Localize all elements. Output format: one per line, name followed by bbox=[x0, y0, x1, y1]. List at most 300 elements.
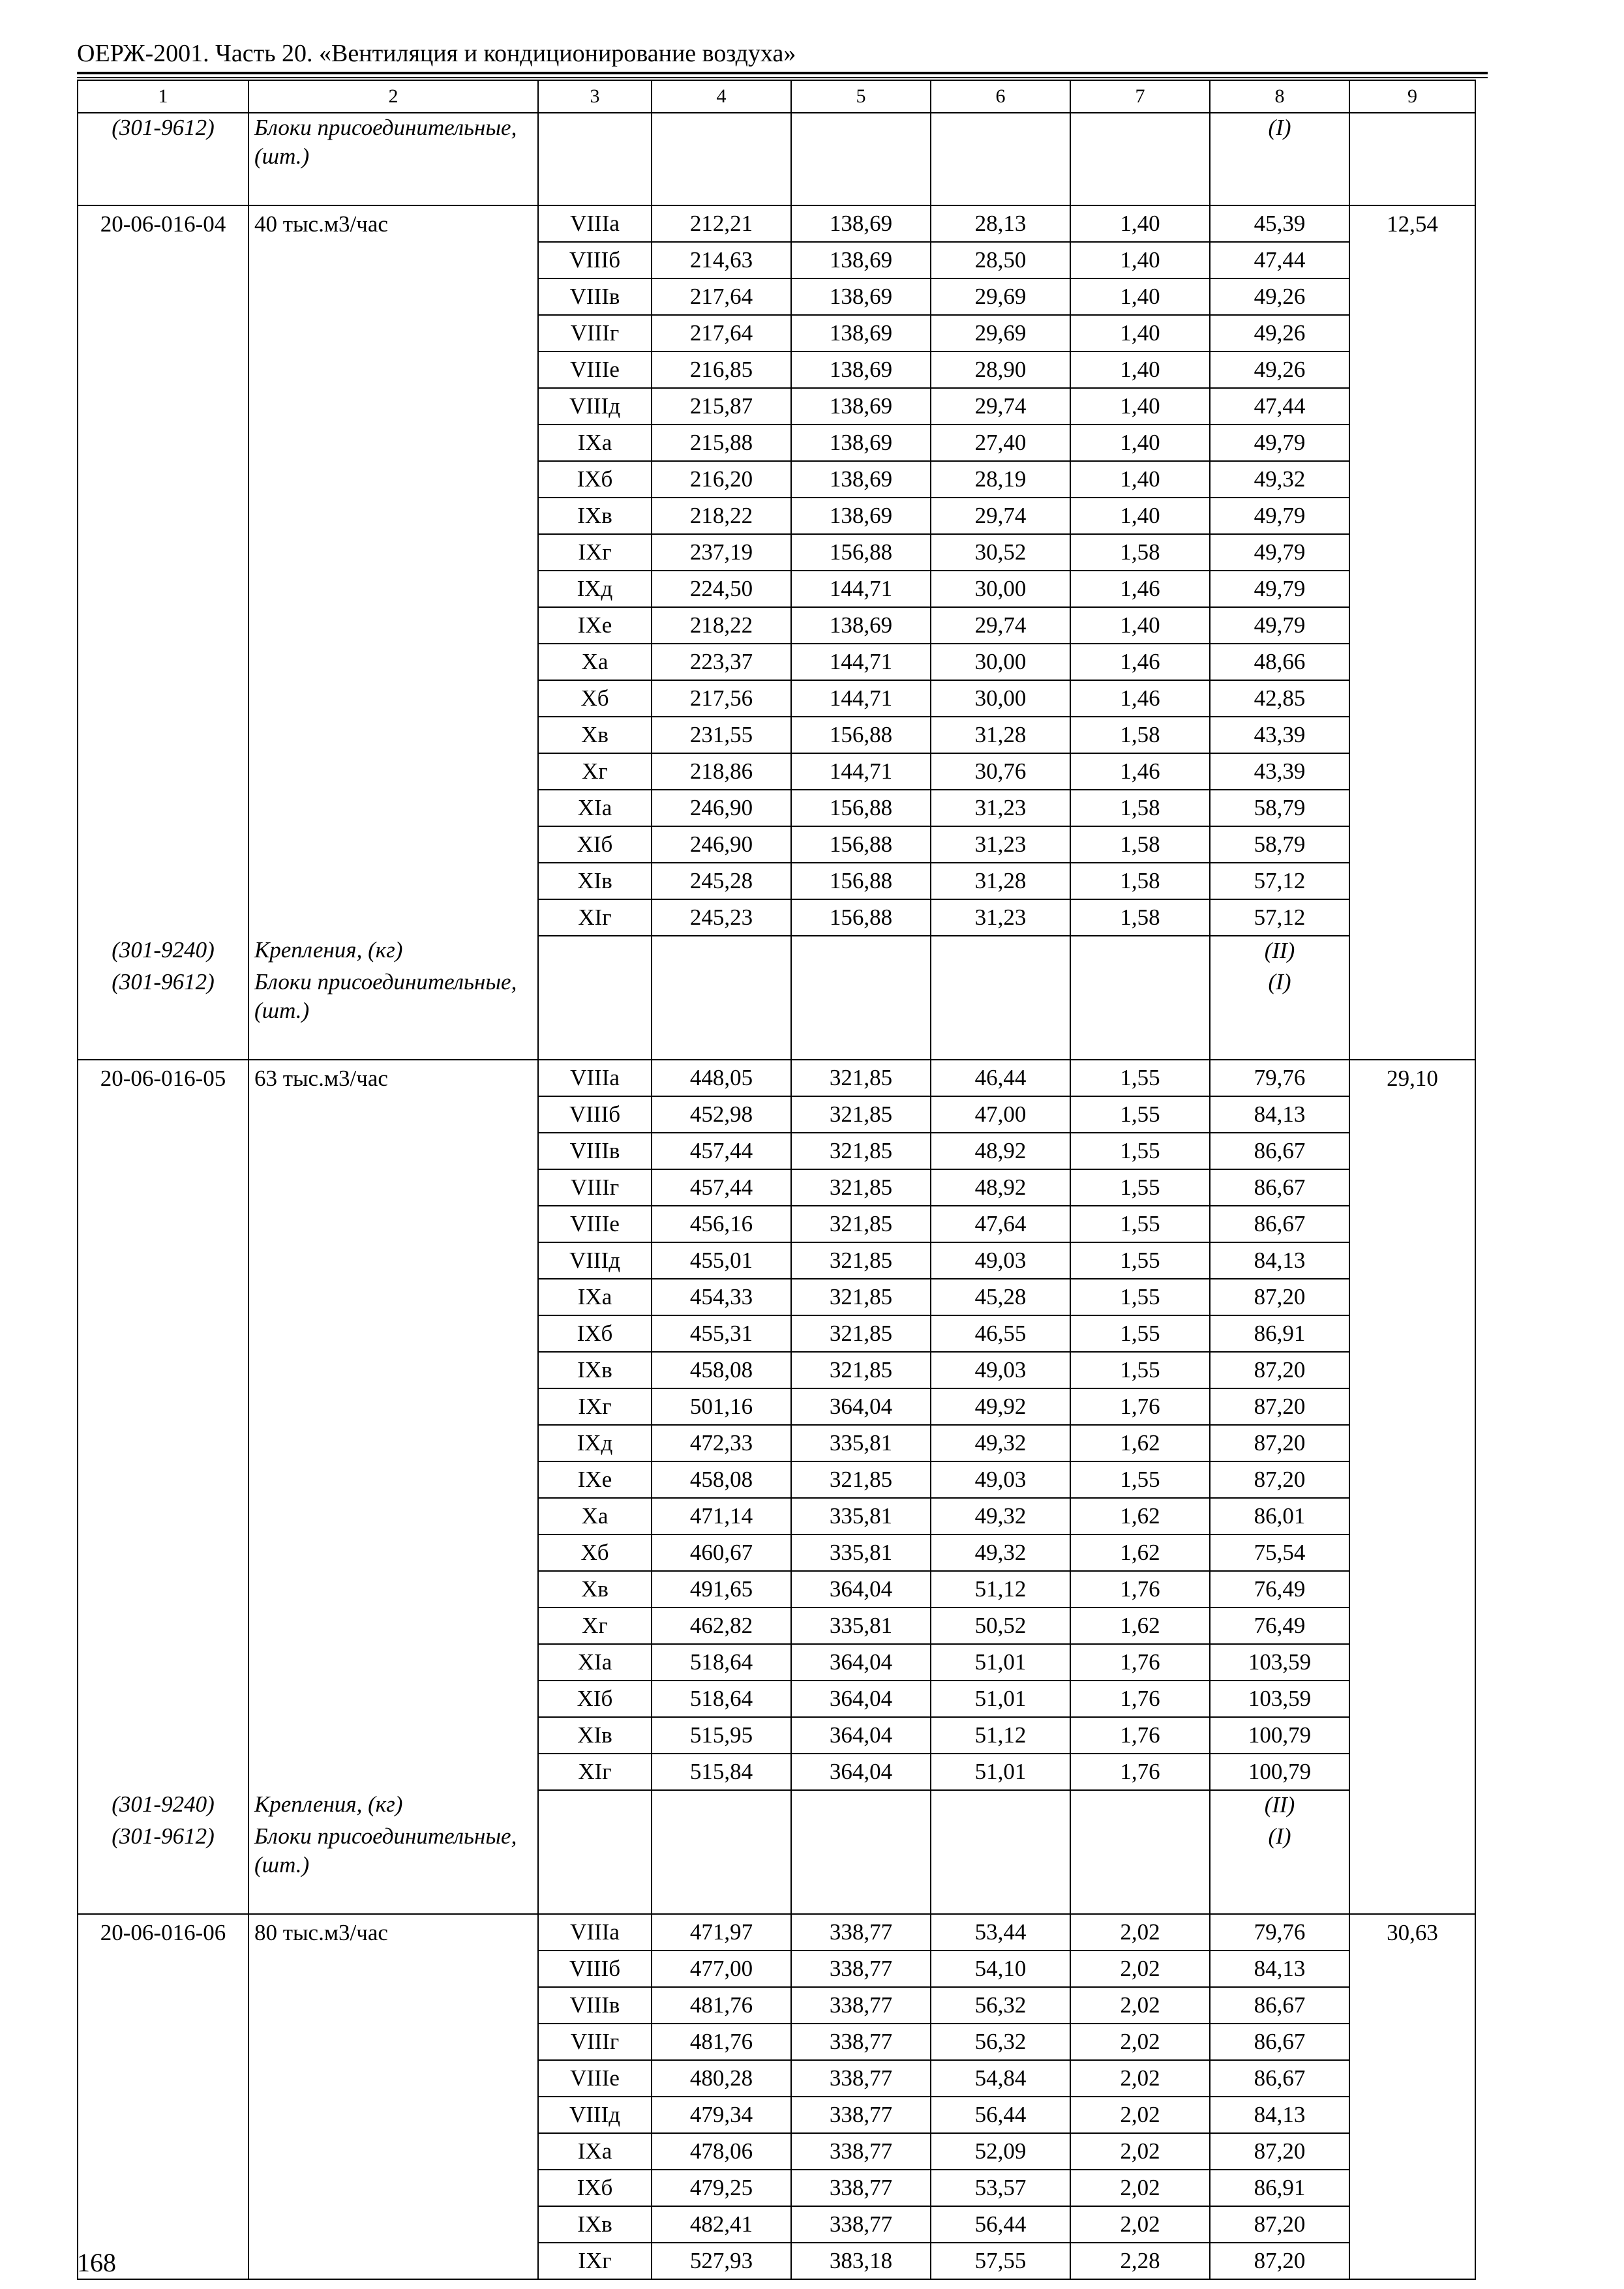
table-cell bbox=[78, 1498, 248, 1534]
table-cell bbox=[248, 607, 538, 644]
table-cell: 1,58 bbox=[1070, 899, 1210, 936]
table-cell: 246,90 bbox=[652, 826, 791, 863]
table-cell bbox=[248, 644, 538, 680]
table-cell: 87,20 bbox=[1210, 2206, 1349, 2243]
table-cell: 86,67 bbox=[1210, 1133, 1349, 1169]
column-header: 2 bbox=[248, 80, 538, 113]
table-row bbox=[78, 753, 1475, 790]
table-cell bbox=[1349, 1461, 1475, 1498]
table-cell: 45,39 bbox=[1210, 205, 1349, 242]
table-cell: 246,90 bbox=[652, 790, 791, 826]
table-cell bbox=[78, 1425, 248, 1461]
table-cell: 49,26 bbox=[1210, 352, 1349, 388]
table-row bbox=[78, 680, 1475, 717]
table-cell: 454,33 bbox=[652, 1279, 791, 1315]
table-cell bbox=[78, 278, 248, 315]
table-cell: 460,67 bbox=[652, 1534, 791, 1571]
table-cell: 218,22 bbox=[652, 498, 791, 534]
table-cell: 515,84 bbox=[652, 1754, 791, 1790]
table-cell: 338,77 bbox=[791, 2060, 931, 2097]
table-cell: 75,54 bbox=[1210, 1534, 1349, 1571]
table-cell: VIIIе bbox=[538, 1206, 652, 1242]
table-cell: 321,85 bbox=[791, 1461, 931, 1498]
table-cell: XIб bbox=[538, 1681, 652, 1717]
table-cell: 1,40 bbox=[1070, 498, 1210, 534]
table-cell: 321,85 bbox=[791, 1169, 931, 1206]
table-cell: 48,66 bbox=[1210, 644, 1349, 680]
table-cell: 1,58 bbox=[1070, 863, 1210, 899]
table-cell: 156,88 bbox=[791, 717, 931, 753]
table-cell: VIIIв bbox=[538, 1133, 652, 1169]
table-cell: 338,77 bbox=[791, 2024, 931, 2060]
table-cell: 86,91 bbox=[1210, 2170, 1349, 2206]
table-cell: 53,57 bbox=[931, 2170, 1070, 2206]
table-cell bbox=[931, 113, 1070, 205]
table-cell: 138,69 bbox=[791, 315, 931, 352]
table-cell: VIIIб bbox=[538, 242, 652, 278]
table-cell: 49,26 bbox=[1210, 315, 1349, 352]
table-cell: 1,76 bbox=[1070, 1644, 1210, 1681]
table-cell bbox=[1349, 680, 1475, 717]
table-cell bbox=[78, 1951, 248, 1987]
table-cell: XIг bbox=[538, 899, 652, 936]
column-header: 8 bbox=[1210, 80, 1349, 113]
table-cell: 448,05 bbox=[652, 1060, 791, 1096]
page-header: ОЕРЖ-2001. Часть 20. «Вентиляция и кондиционирование воздуха» bbox=[77, 40, 796, 67]
material-row bbox=[78, 113, 1475, 205]
table-cell bbox=[248, 352, 538, 388]
table-cell: 51,01 bbox=[931, 1681, 1070, 1717]
table-cell bbox=[78, 826, 248, 863]
table-cell: IXд bbox=[538, 1425, 652, 1461]
table-cell: 87,20 bbox=[1210, 1388, 1349, 1425]
table-cell: 87,20 bbox=[1210, 1352, 1349, 1388]
table-cell: 51,01 bbox=[931, 1754, 1070, 1790]
table-cell: 479,25 bbox=[652, 2170, 791, 2206]
table-cell bbox=[1349, 1315, 1475, 1352]
table-cell bbox=[791, 1790, 931, 1822]
table-row bbox=[78, 1352, 1475, 1388]
table-cell: 29,74 bbox=[931, 388, 1070, 425]
table-row bbox=[78, 1987, 1475, 2024]
table-cell bbox=[1349, 2097, 1475, 2133]
table-cell: 1,76 bbox=[1070, 1571, 1210, 1608]
table-cell: Блоки присоединительные, (шт.) bbox=[248, 113, 538, 205]
table-cell bbox=[1349, 1644, 1475, 1681]
column-header: 5 bbox=[791, 80, 931, 113]
table-cell bbox=[1070, 113, 1210, 205]
table-cell bbox=[78, 1279, 248, 1315]
table-cell bbox=[248, 2170, 538, 2206]
table-cell bbox=[1349, 753, 1475, 790]
table-cell: 156,88 bbox=[791, 534, 931, 571]
table-cell bbox=[78, 753, 248, 790]
table-cell bbox=[1349, 571, 1475, 607]
table-row bbox=[78, 461, 1475, 498]
table-cell: 364,04 bbox=[791, 1681, 931, 1717]
table-cell: 321,85 bbox=[791, 1352, 931, 1388]
table-cell: VIIIе bbox=[538, 352, 652, 388]
table-cell: 144,71 bbox=[791, 753, 931, 790]
table-row bbox=[78, 607, 1475, 644]
table-cell: Крепления, (кг) bbox=[248, 936, 538, 968]
column-number-row bbox=[78, 80, 1475, 113]
table-cell: 1,55 bbox=[1070, 1060, 1210, 1096]
table-cell: IXе bbox=[538, 607, 652, 644]
table-cell: IXв bbox=[538, 498, 652, 534]
table-cell: XIв bbox=[538, 863, 652, 899]
table-row bbox=[78, 1951, 1475, 1987]
table-cell: 458,08 bbox=[652, 1352, 791, 1388]
table-cell bbox=[1349, 352, 1475, 388]
table-cell: 84,13 bbox=[1210, 1951, 1349, 1987]
table-cell: 20-06-016-06 bbox=[78, 1914, 248, 1951]
table-cell: 383,18 bbox=[791, 2243, 931, 2279]
table-cell bbox=[1070, 1790, 1210, 1822]
table-cell: 518,64 bbox=[652, 1681, 791, 1717]
table-cell: 29,74 bbox=[931, 498, 1070, 534]
table-cell: 214,63 bbox=[652, 242, 791, 278]
table-cell bbox=[1349, 826, 1475, 863]
table-cell: 452,98 bbox=[652, 1096, 791, 1133]
table-cell: 216,20 bbox=[652, 461, 791, 498]
table-cell: 1,58 bbox=[1070, 826, 1210, 863]
table-cell: (301-9612) bbox=[78, 1822, 248, 1914]
table-cell bbox=[791, 936, 931, 968]
table-cell bbox=[248, 1352, 538, 1388]
table-cell bbox=[248, 790, 538, 826]
table-cell: 1,55 bbox=[1070, 1133, 1210, 1169]
table-cell bbox=[78, 790, 248, 826]
table-cell bbox=[78, 1571, 248, 1608]
table-cell bbox=[248, 1681, 538, 1717]
table-row bbox=[78, 1242, 1475, 1279]
table-cell: 156,88 bbox=[791, 863, 931, 899]
table-cell: 100,79 bbox=[1210, 1754, 1349, 1790]
table-cell: 40 тыс.м3/час bbox=[248, 205, 538, 242]
table-row bbox=[78, 644, 1475, 680]
table-cell: 30,00 bbox=[931, 571, 1070, 607]
table-cell bbox=[652, 113, 791, 205]
table-cell: 491,65 bbox=[652, 1571, 791, 1608]
table-row bbox=[78, 534, 1475, 571]
table-cell: XIб bbox=[538, 826, 652, 863]
table-cell bbox=[248, 1951, 538, 1987]
table-cell bbox=[248, 315, 538, 352]
table-cell bbox=[1349, 2024, 1475, 2060]
table-cell bbox=[1349, 863, 1475, 899]
table-cell: 49,79 bbox=[1210, 534, 1349, 571]
table-cell bbox=[1349, 498, 1475, 534]
table-cell bbox=[248, 1279, 538, 1315]
table-cell bbox=[248, 1315, 538, 1352]
table-cell: 49,03 bbox=[931, 1242, 1070, 1279]
table-cell: 84,13 bbox=[1210, 1242, 1349, 1279]
table-cell: VIIIб bbox=[538, 1096, 652, 1133]
table-cell bbox=[78, 1388, 248, 1425]
table-cell bbox=[78, 1352, 248, 1388]
table-cell: Xа bbox=[538, 1498, 652, 1534]
table-cell: 42,85 bbox=[1210, 680, 1349, 717]
table-cell: 477,00 bbox=[652, 1951, 791, 1987]
table-cell: 30,63 bbox=[1349, 1914, 1475, 1951]
table-cell bbox=[1349, 1534, 1475, 1571]
table-row bbox=[78, 2170, 1475, 2206]
column-header: 6 bbox=[931, 80, 1070, 113]
table-row bbox=[78, 790, 1475, 826]
table-cell bbox=[78, 2206, 248, 2243]
table-cell: 48,92 bbox=[931, 1169, 1070, 1206]
table-cell bbox=[78, 315, 248, 352]
table-cell: 46,44 bbox=[931, 1060, 1070, 1096]
table-cell bbox=[248, 1096, 538, 1133]
table-cell: VIIIд bbox=[538, 388, 652, 425]
table-cell: 1,55 bbox=[1070, 1315, 1210, 1352]
table-cell bbox=[78, 607, 248, 644]
table-cell bbox=[248, 1242, 538, 1279]
table-cell: 46,55 bbox=[931, 1315, 1070, 1352]
table-cell bbox=[931, 1822, 1070, 1914]
table-cell: VIIIа bbox=[538, 205, 652, 242]
table-cell: 144,71 bbox=[791, 571, 931, 607]
table-cell bbox=[538, 1822, 652, 1914]
table-cell: 335,81 bbox=[791, 1498, 931, 1534]
table-row bbox=[78, 2060, 1475, 2097]
table-cell bbox=[78, 1461, 248, 1498]
table-cell: VIIIг bbox=[538, 1169, 652, 1206]
table-cell bbox=[1349, 1987, 1475, 2024]
table-cell: 1,40 bbox=[1070, 388, 1210, 425]
table-row bbox=[78, 1644, 1475, 1681]
table-cell: 87,20 bbox=[1210, 1461, 1349, 1498]
table-cell: (301-9612) bbox=[78, 113, 248, 205]
table-cell bbox=[1349, 1717, 1475, 1754]
table-cell: 1,55 bbox=[1070, 1461, 1210, 1498]
table-row bbox=[78, 1279, 1475, 1315]
table-cell: 2,28 bbox=[1070, 2243, 1210, 2279]
table-row bbox=[78, 1754, 1475, 1790]
table-cell bbox=[78, 2024, 248, 2060]
table-cell bbox=[1349, 315, 1475, 352]
table-cell: 1,40 bbox=[1070, 278, 1210, 315]
table-cell bbox=[1349, 968, 1475, 1060]
table-cell: Крепления, (кг) bbox=[248, 1790, 538, 1822]
table-row bbox=[78, 315, 1475, 352]
table-row bbox=[78, 498, 1475, 534]
table-cell: 138,69 bbox=[791, 278, 931, 315]
table-cell: VIIIг bbox=[538, 315, 652, 352]
table-cell: XIа bbox=[538, 790, 652, 826]
table-cell: 1,40 bbox=[1070, 205, 1210, 242]
table-cell bbox=[538, 936, 652, 968]
table-cell bbox=[652, 936, 791, 968]
table-cell bbox=[78, 425, 248, 461]
table-cell: 458,08 bbox=[652, 1461, 791, 1498]
table-cell bbox=[248, 534, 538, 571]
table-cell: VIIIв bbox=[538, 278, 652, 315]
table-cell: 338,77 bbox=[791, 2133, 931, 2170]
table-cell bbox=[1349, 242, 1475, 278]
table-cell: 2,02 bbox=[1070, 2133, 1210, 2170]
table-cell bbox=[1349, 461, 1475, 498]
table-cell: 49,32 bbox=[1210, 461, 1349, 498]
table-row bbox=[78, 1169, 1475, 1206]
table-cell bbox=[1349, 1425, 1475, 1461]
table-cell: 156,88 bbox=[791, 899, 931, 936]
table-cell: 43,39 bbox=[1210, 753, 1349, 790]
table-cell bbox=[78, 1133, 248, 1169]
table-cell: 49,79 bbox=[1210, 571, 1349, 607]
table-cell: 58,79 bbox=[1210, 790, 1349, 826]
table-cell bbox=[931, 936, 1070, 968]
table-cell: 457,44 bbox=[652, 1133, 791, 1169]
table-cell: 1,58 bbox=[1070, 534, 1210, 571]
table-cell: 364,04 bbox=[791, 1754, 931, 1790]
table-cell: IXг bbox=[538, 1388, 652, 1425]
table-cell: 27,40 bbox=[931, 425, 1070, 461]
table-cell: 54,84 bbox=[931, 2060, 1070, 2097]
table-cell bbox=[248, 2024, 538, 2060]
table-cell: 87,20 bbox=[1210, 2243, 1349, 2279]
table-cell: 1,40 bbox=[1070, 425, 1210, 461]
table-cell: 43,39 bbox=[1210, 717, 1349, 753]
table-cell: Xб bbox=[538, 680, 652, 717]
table-cell: 28,19 bbox=[931, 461, 1070, 498]
table-cell: 86,91 bbox=[1210, 1315, 1349, 1352]
table-cell: 1,55 bbox=[1070, 1279, 1210, 1315]
table-cell: 86,67 bbox=[1210, 1987, 1349, 2024]
table-cell bbox=[248, 2133, 538, 2170]
table-cell: IXб bbox=[538, 461, 652, 498]
table-cell: 335,81 bbox=[791, 1608, 931, 1644]
table-cell: IXг bbox=[538, 2243, 652, 2279]
table-cell: 53,44 bbox=[931, 1914, 1070, 1951]
table-cell: VIIIб bbox=[538, 1951, 652, 1987]
table-cell: 215,88 bbox=[652, 425, 791, 461]
table-cell bbox=[1349, 899, 1475, 936]
table-cell: 1,55 bbox=[1070, 1096, 1210, 1133]
table-cell bbox=[248, 278, 538, 315]
table-cell: 1,62 bbox=[1070, 1534, 1210, 1571]
table-cell: XIг bbox=[538, 1754, 652, 1790]
table-cell bbox=[78, 2170, 248, 2206]
table-cell bbox=[1349, 1608, 1475, 1644]
table-cell bbox=[1349, 388, 1475, 425]
table-cell bbox=[248, 1987, 538, 2024]
table-cell: 527,93 bbox=[652, 2243, 791, 2279]
table-cell: VIIIе bbox=[538, 2060, 652, 2097]
table-row bbox=[78, 1315, 1475, 1352]
table-cell: 1,58 bbox=[1070, 717, 1210, 753]
table-cell bbox=[78, 242, 248, 278]
table-cell bbox=[1349, 717, 1475, 753]
table-cell: 2,02 bbox=[1070, 1987, 1210, 2024]
table-cell bbox=[248, 1754, 538, 1790]
table-row bbox=[78, 1425, 1475, 1461]
table-cell: 87,20 bbox=[1210, 1279, 1349, 1315]
table-cell bbox=[248, 2097, 538, 2133]
table-row bbox=[78, 863, 1475, 899]
table-cell: 1,40 bbox=[1070, 352, 1210, 388]
table-cell: 87,20 bbox=[1210, 2133, 1349, 2170]
table-cell bbox=[248, 680, 538, 717]
table-cell: VIIIв bbox=[538, 1987, 652, 2024]
table-cell: 30,76 bbox=[931, 753, 1070, 790]
table-cell bbox=[248, 1717, 538, 1754]
table-cell: XIв bbox=[538, 1717, 652, 1754]
table-cell bbox=[1349, 113, 1475, 205]
table-cell: 2,02 bbox=[1070, 1914, 1210, 1951]
table-cell: (301-9612) bbox=[78, 968, 248, 1060]
table-cell: (I) bbox=[1210, 113, 1349, 205]
table-cell: 215,87 bbox=[652, 388, 791, 425]
table-cell: 56,32 bbox=[931, 1987, 1070, 2024]
table-cell bbox=[248, 1206, 538, 1242]
table-cell bbox=[1349, 1681, 1475, 1717]
table-cell: (I) bbox=[1210, 1822, 1349, 1914]
table-cell bbox=[538, 968, 652, 1060]
table-cell: Xв bbox=[538, 717, 652, 753]
table-cell: 479,34 bbox=[652, 2097, 791, 2133]
table-cell: IXа bbox=[538, 1279, 652, 1315]
table-cell: 49,03 bbox=[931, 1461, 1070, 1498]
table-cell bbox=[1349, 1096, 1475, 1133]
table-row bbox=[78, 2133, 1475, 2170]
table-cell bbox=[248, 863, 538, 899]
table-cell bbox=[78, 1717, 248, 1754]
table-cell: (II) bbox=[1210, 1790, 1349, 1822]
material-row bbox=[78, 1822, 1475, 1914]
material-row bbox=[78, 1790, 1475, 1822]
table-cell: Xа bbox=[538, 644, 652, 680]
table-row bbox=[78, 242, 1475, 278]
table-cell: 86,67 bbox=[1210, 2060, 1349, 2097]
table-cell: 223,37 bbox=[652, 644, 791, 680]
table-cell: 338,77 bbox=[791, 2206, 931, 2243]
table-cell bbox=[248, 899, 538, 936]
table-cell: Xв bbox=[538, 1571, 652, 1608]
table-cell bbox=[1349, 1169, 1475, 1206]
table-cell: 49,79 bbox=[1210, 498, 1349, 534]
table-cell: 86,67 bbox=[1210, 1169, 1349, 1206]
table-cell bbox=[78, 1169, 248, 1206]
table-cell bbox=[248, 571, 538, 607]
table-cell: 29,74 bbox=[931, 607, 1070, 644]
table-row bbox=[78, 1534, 1475, 1571]
table-cell: 482,41 bbox=[652, 2206, 791, 2243]
table-cell: 28,13 bbox=[931, 205, 1070, 242]
table-cell: 2,02 bbox=[1070, 2170, 1210, 2206]
table-cell bbox=[1349, 2243, 1475, 2279]
table-cell: 84,13 bbox=[1210, 1096, 1349, 1133]
table-cell: Блоки присоединительные, (шт.) bbox=[248, 968, 538, 1060]
table-cell: IXб bbox=[538, 2170, 652, 2206]
table-cell bbox=[1349, 1951, 1475, 1987]
table-cell: 1,55 bbox=[1070, 1242, 1210, 1279]
table-cell: (301-9240) bbox=[78, 1790, 248, 1822]
table-cell: 49,03 bbox=[931, 1352, 1070, 1388]
table-cell: 217,56 bbox=[652, 680, 791, 717]
table-cell: 54,10 bbox=[931, 1951, 1070, 1987]
table-cell bbox=[78, 1242, 248, 1279]
table-cell: 56,44 bbox=[931, 2097, 1070, 2133]
table-cell bbox=[791, 113, 931, 205]
page-number: 168 bbox=[77, 2248, 116, 2277]
table-cell: 212,21 bbox=[652, 205, 791, 242]
table-cell: 321,85 bbox=[791, 1096, 931, 1133]
table-cell: 49,26 bbox=[1210, 278, 1349, 315]
table-cell: 87,20 bbox=[1210, 1425, 1349, 1461]
